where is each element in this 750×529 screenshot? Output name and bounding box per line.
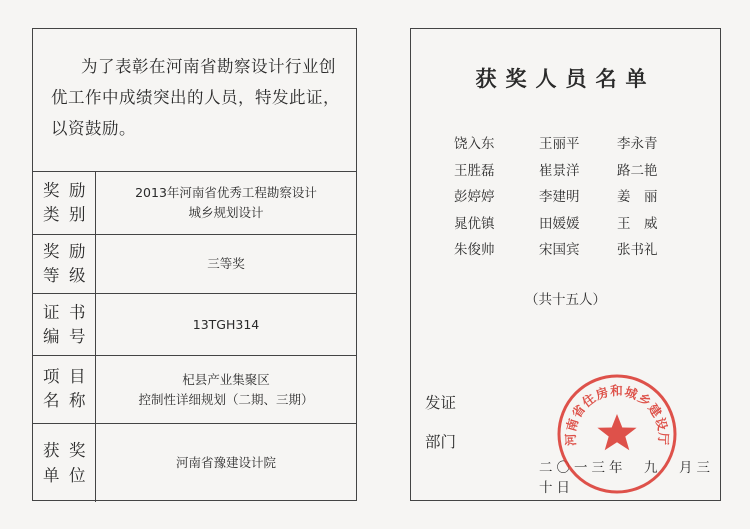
label-char: 奖: [43, 181, 60, 200]
winner-name: 张书礼: [617, 242, 658, 258]
label-char: 类: [43, 205, 60, 224]
label-char: 励: [69, 242, 86, 261]
winner-name: 姜 丽: [617, 189, 658, 205]
label-char: 位: [69, 466, 86, 485]
label-char: 项: [43, 367, 60, 386]
names-row: [411, 132, 720, 159]
winner-name: 李永青: [617, 136, 658, 152]
value-award-category: [96, 172, 356, 234]
issuer-line-1: 发证: [425, 394, 457, 412]
label-char: 级: [69, 266, 86, 285]
winners-list-title: 获奖人员名单: [475, 66, 656, 91]
value-line: 城乡规划设计: [188, 205, 264, 220]
names-row: [411, 185, 720, 212]
value-line: 杞县产业集聚区: [182, 371, 270, 387]
label-char: 目: [69, 367, 86, 386]
value-line: 河南省豫建设计院: [175, 455, 276, 470]
label-char: 别: [69, 205, 86, 224]
label-project-name: [33, 356, 96, 423]
winner-name: 朱俊帅: [454, 242, 495, 258]
value-line: 2013年河南省优秀工程勘察设计: [135, 185, 317, 200]
official-seal: [555, 372, 679, 496]
label-char: 称: [69, 391, 86, 410]
issuer-line-2: 部门: [425, 433, 457, 451]
winners-list: [411, 132, 720, 265]
value-project-name: [96, 356, 356, 423]
label-char: 名: [43, 391, 60, 410]
row-project-name: [33, 355, 356, 423]
names-row: [411, 212, 720, 239]
winner-name: 王丽平: [539, 136, 580, 152]
winner-name: 饶入东: [454, 136, 495, 152]
value-winning-unit: [96, 424, 356, 502]
value-award-level: [96, 235, 356, 293]
label-certificate-number: [33, 294, 96, 355]
row-award-level: [33, 234, 356, 293]
label-char: 编: [43, 327, 60, 346]
winners-count: （共十五人）: [525, 292, 606, 308]
winner-name: 崔景洋: [539, 162, 580, 179]
intro-text: [51, 51, 346, 144]
names-row: [411, 238, 720, 265]
winner-name: 晁优镇: [454, 215, 495, 232]
label-char: 书: [69, 303, 86, 322]
intro-line-2: 优工作中成绩突出的人员，特发此证，: [51, 88, 340, 107]
star-icon: [597, 414, 636, 450]
value-certificate-number: [96, 294, 356, 355]
value-line: 三等奖: [207, 256, 245, 271]
label-award-category: [33, 172, 96, 234]
label-char: 号: [69, 327, 86, 346]
label-char: 励: [69, 181, 86, 200]
left-panel: [32, 28, 357, 501]
label-char: 奖: [43, 242, 60, 261]
winner-name: 彭婷婷: [454, 189, 495, 205]
value-line: 13TGH314: [192, 316, 260, 332]
winner-name: 宋国宾: [539, 242, 580, 258]
row-award-category: [33, 171, 356, 234]
value-line: 控制性详细规划（二期、三期）: [138, 391, 314, 407]
label-char: 奖: [69, 441, 86, 460]
winner-name: 李建明: [539, 189, 580, 205]
label-char: 等: [43, 266, 60, 285]
row-winning-unit: [33, 423, 356, 502]
winner-name: 路二艳: [617, 162, 658, 179]
intro-line-1: 为了表彰在河南省勘察设计行业创: [81, 57, 336, 76]
winner-name: 王 威: [617, 215, 658, 232]
label-winning-unit: [33, 424, 96, 502]
label-award-level: [33, 235, 96, 293]
names-row: [411, 159, 720, 186]
label-char: 获: [43, 441, 60, 460]
winner-name: 田媛媛: [539, 215, 580, 232]
intro-line-3: 以资鼓励。: [51, 119, 136, 138]
seal-text: 河南省住房和城乡建设厅: [562, 383, 672, 447]
label-char: 单: [43, 466, 60, 485]
issuing-department-label: [425, 384, 456, 462]
label-char: 证: [43, 303, 60, 322]
winner-name: 王胜磊: [454, 162, 495, 179]
row-certificate-number: [33, 293, 356, 355]
issue-date: 二〇一三年 九 月三十日: [539, 460, 714, 496]
